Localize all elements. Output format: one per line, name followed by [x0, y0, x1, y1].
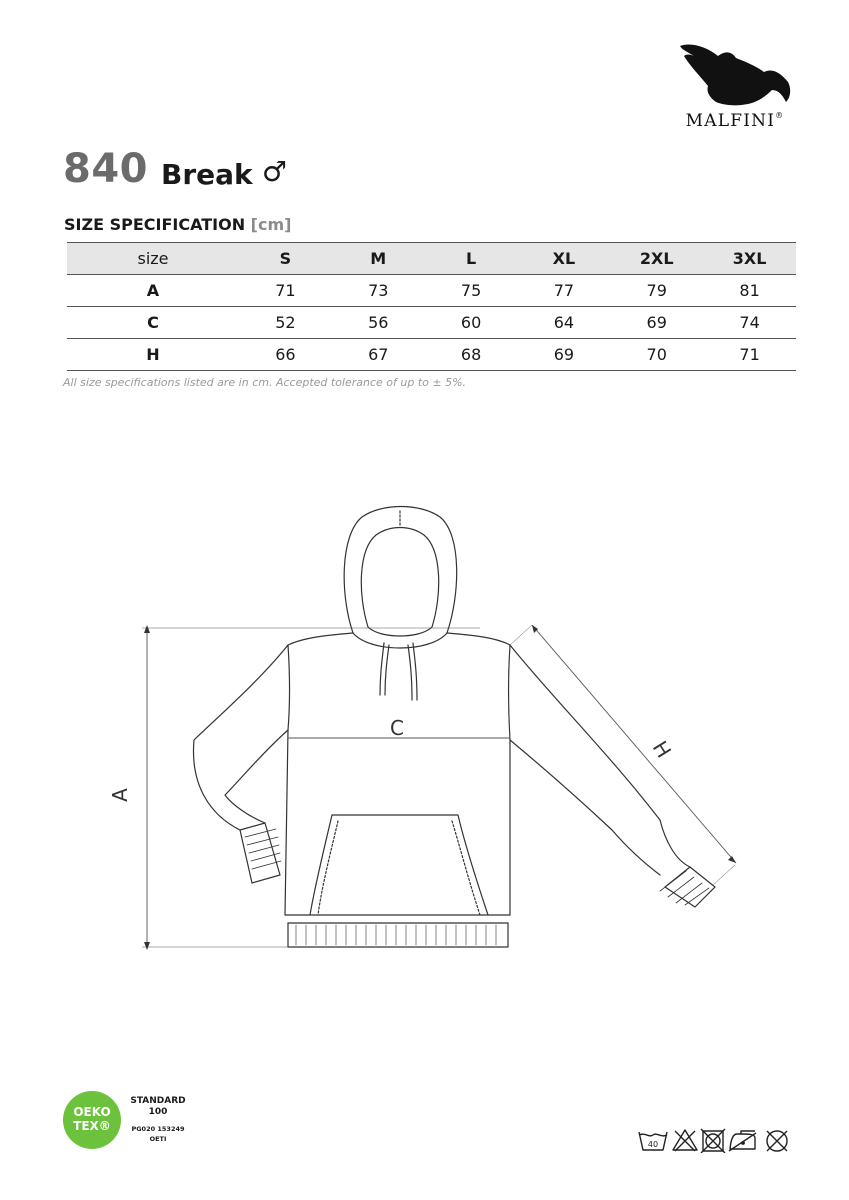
header-cell: size	[67, 243, 239, 275]
table-cell: 70	[610, 339, 703, 371]
header-cell: M	[332, 243, 425, 275]
oeko-badge-line1: OEKO	[73, 1105, 111, 1119]
row-label: C	[67, 307, 239, 339]
no-tumble-dry-icon	[701, 1129, 725, 1153]
label-c: C	[390, 716, 404, 740]
brand-wordmark: MALFINI®	[685, 111, 785, 131]
oeko-standard-label	[126, 1096, 190, 1118]
malfini-bird-logo-icon	[676, 40, 792, 110]
hoodie-measurement-diagram	[100, 495, 780, 965]
row-label: A	[67, 275, 239, 307]
table-cell: 77	[517, 275, 610, 307]
table-row	[67, 339, 796, 371]
header-cell: L	[425, 243, 518, 275]
code-line1: PG020 153249	[131, 1125, 185, 1133]
oeko-badge-line2: TEX®	[73, 1119, 111, 1133]
size-spec-heading	[64, 215, 291, 234]
table-cell: 79	[610, 275, 703, 307]
table-cell: 73	[332, 275, 425, 307]
table-cell: 81	[703, 275, 796, 307]
table-cell: 69	[610, 307, 703, 339]
label-h: H	[647, 736, 677, 763]
table-cell: 64	[517, 307, 610, 339]
table-cell: 68	[425, 339, 518, 371]
table-row	[67, 307, 796, 339]
size-spec-title: SIZE SPECIFICATION	[64, 215, 246, 234]
oeko-tex-badge	[63, 1091, 121, 1149]
row-label: H	[67, 339, 239, 371]
no-dry-clean-icon	[767, 1131, 787, 1151]
code-line2: OETI	[149, 1135, 167, 1143]
header-cell: XL	[517, 243, 610, 275]
table-cell: 60	[425, 307, 518, 339]
table-row	[67, 275, 796, 307]
table-cell: 71	[239, 275, 332, 307]
header-cell: S	[239, 243, 332, 275]
table-cell: 67	[332, 339, 425, 371]
product-name: Break	[161, 158, 253, 191]
table-cell: 52	[239, 307, 332, 339]
header-cell: 3XL	[703, 243, 796, 275]
standard-line2: 100	[148, 1107, 168, 1117]
table-header-row	[67, 243, 796, 275]
oeko-certificate-code	[126, 1124, 190, 1144]
iron-low-icon	[729, 1131, 756, 1151]
header-cell: 2XL	[610, 243, 703, 275]
tolerance-note: All size specifications listed are in cm. Accepted tolerance of up to ± 5%.	[63, 376, 467, 389]
size-table	[67, 242, 796, 371]
no-bleach-icon	[673, 1130, 697, 1151]
label-a: A	[108, 788, 132, 802]
table-cell: 74	[703, 307, 796, 339]
care-symbols	[637, 1127, 792, 1153]
table-cell: 66	[239, 339, 332, 371]
product-number: 840	[63, 146, 148, 192]
svg-text:40: 40	[647, 1140, 659, 1149]
male-gender-icon: ♂	[262, 155, 288, 188]
table-cell: 75	[425, 275, 518, 307]
standard-line1: STANDARD	[130, 1096, 186, 1106]
table-cell: 71	[703, 339, 796, 371]
table-cell: 56	[332, 307, 425, 339]
size-spec-unit: [cm]	[250, 215, 292, 234]
wash-40-icon	[639, 1132, 667, 1150]
table-cell: 69	[517, 339, 610, 371]
